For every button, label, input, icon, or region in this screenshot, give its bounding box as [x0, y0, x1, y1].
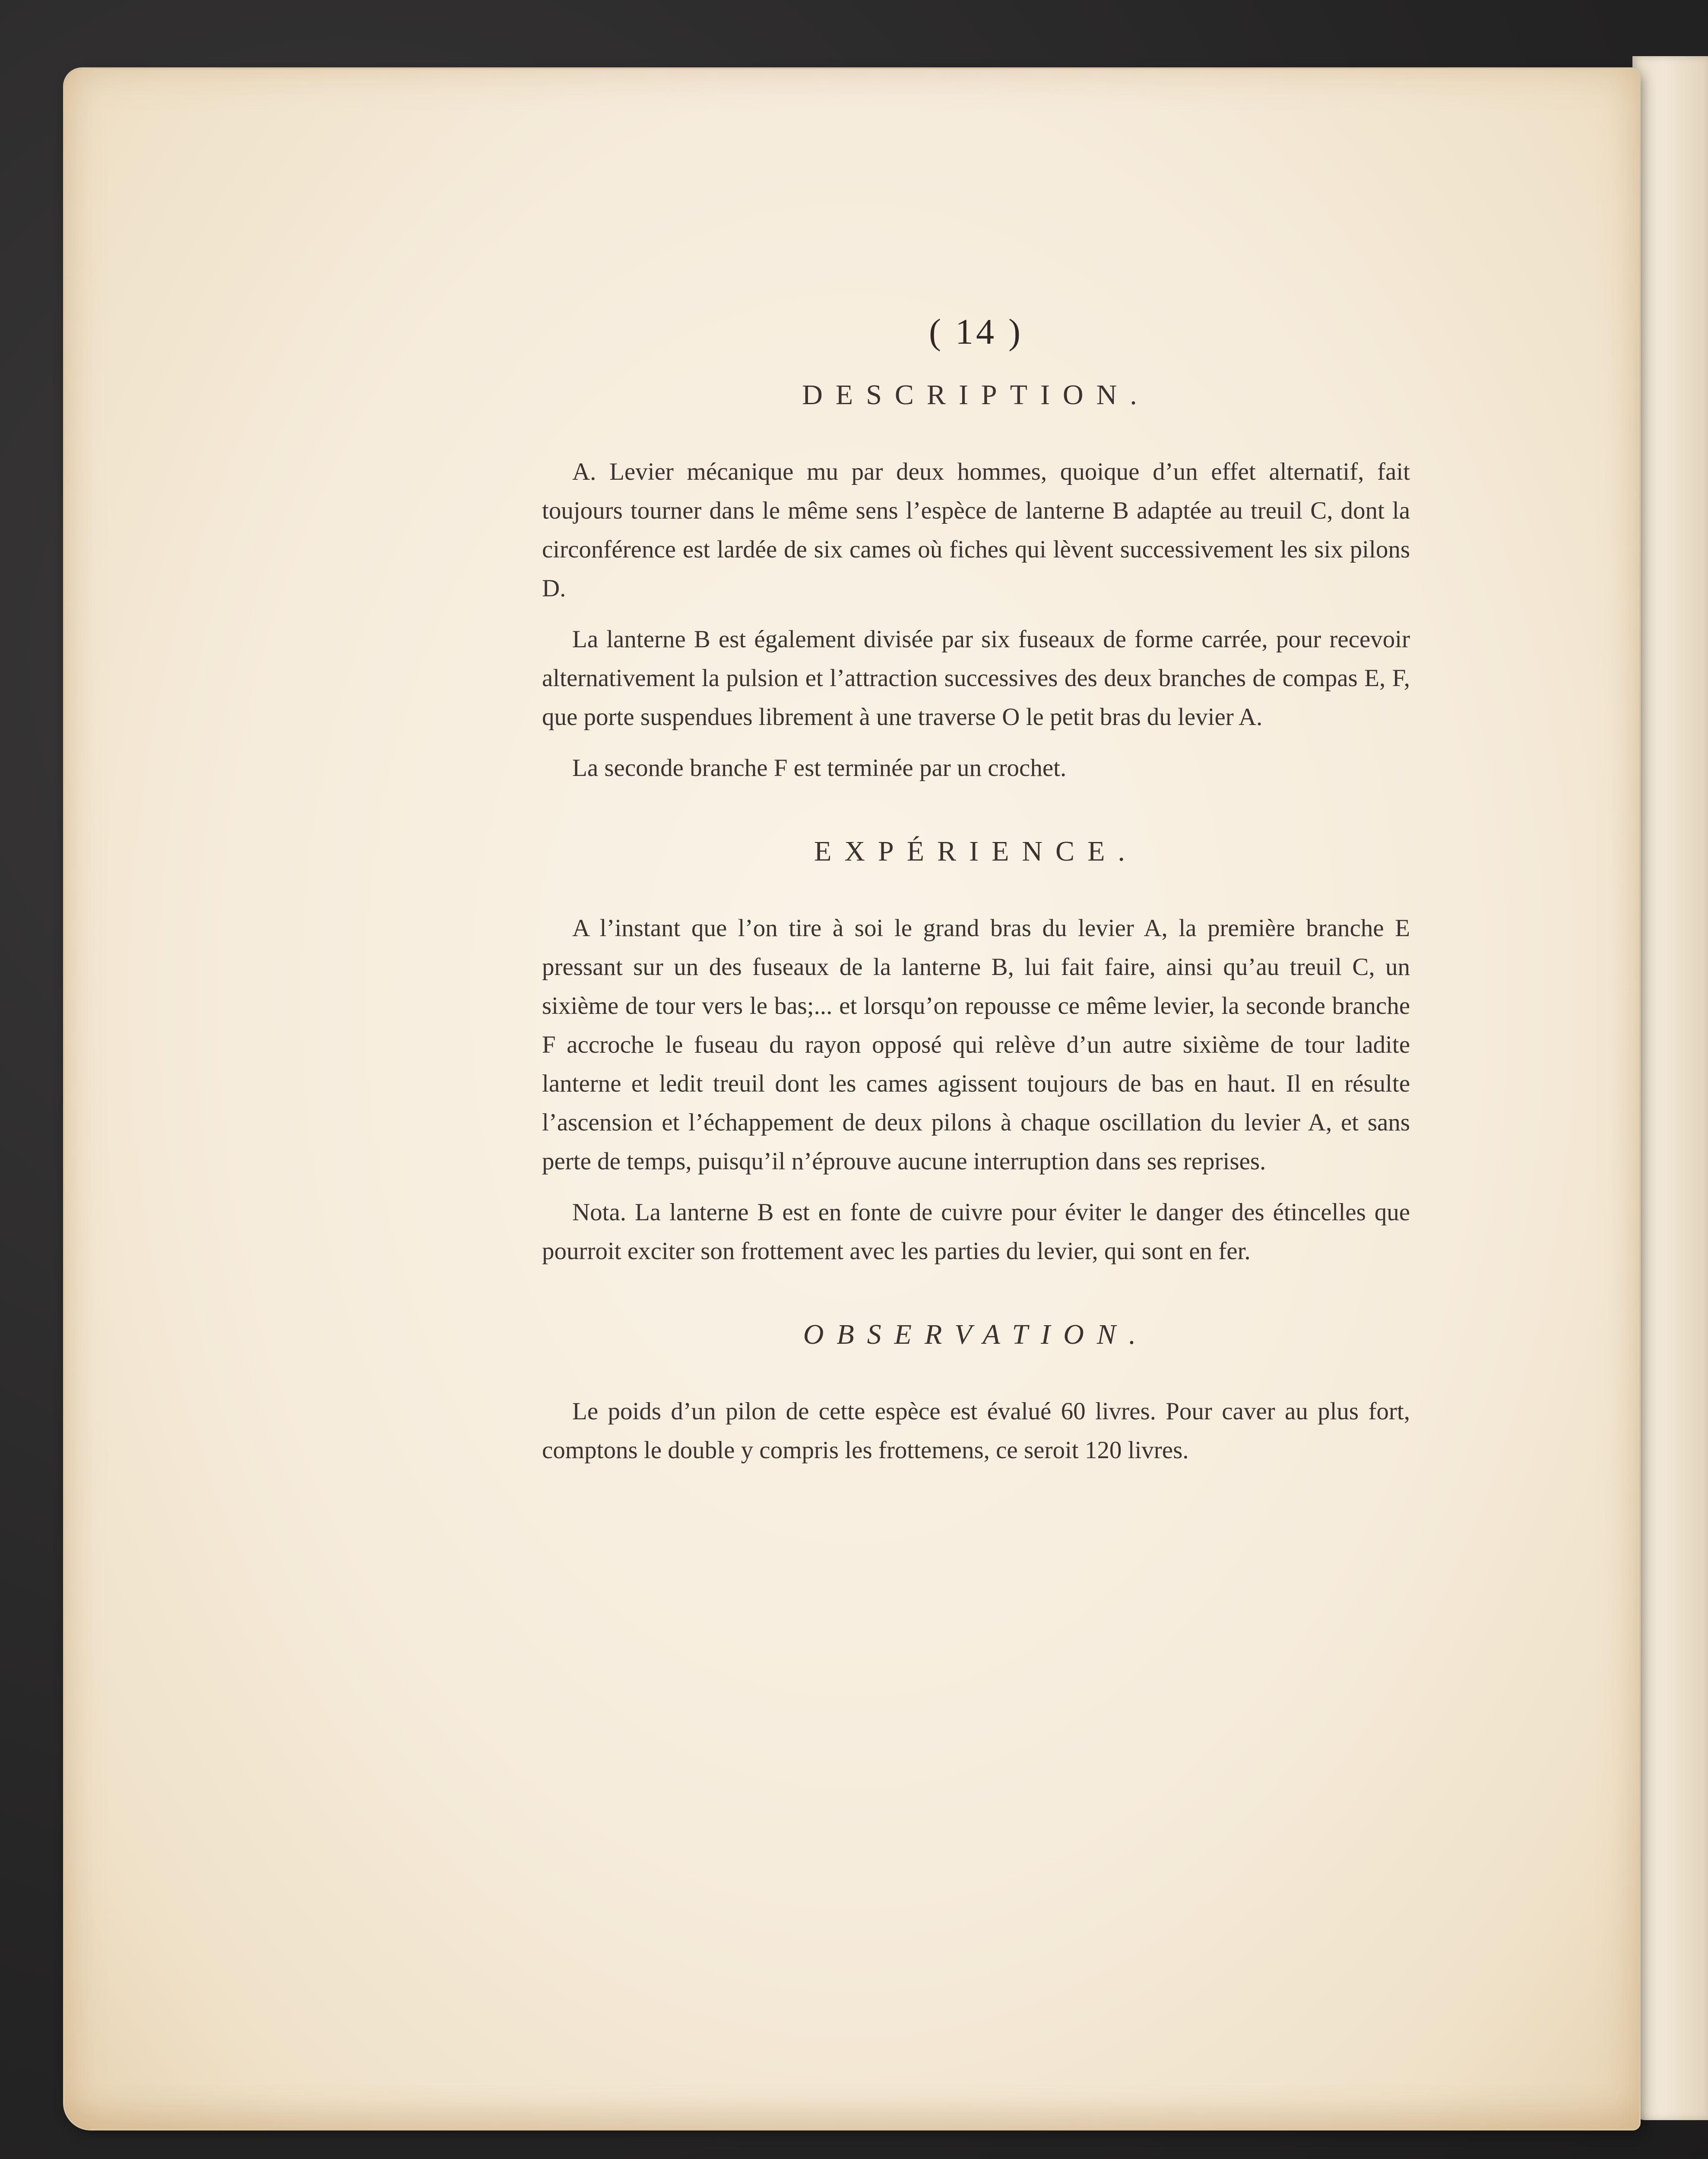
nota-paragraph: Nota. La lanterne B est en fonte de cuivre pour éviter le danger des étincelles que pourroit exciter son frottement avec les parties du levier, qui sont en fer.: [542, 1199, 1410, 1265]
description-paragraph: La seconde branche F est terminée par un crochet.: [572, 754, 1067, 782]
next-page-edge: [1632, 56, 1708, 2120]
description-paragraph: A. Levier mécanique mu par deux hommes, quoique d’un effet alternatif, fait toujours tourner dans le même sens l’espèce de lanterne B adaptée au treuil C, dont la circonférence est lardée de six cames où fiches qui lèvent successivement les six pilons D.: [542, 458, 1410, 602]
observation-paragraph: Le poids d’un pilon de cette espèce est évalué 60 livres. Pour caver au plus fort, comptons le double y compris les frottemens, ce seroit 120 livres.: [542, 1398, 1410, 1464]
observation-heading: OBSERVATION.: [803, 1319, 1149, 1350]
page-text-block: [542, 311, 1410, 1482]
description-paragraph: La lanterne B est également divisée par six fuseaux de forme carrée, pour recevoir alternativement la pulsion et l’attraction successives des deux branches de compas E, F, que porte suspendues librement à une traverse O le petit bras du levier A.: [542, 626, 1410, 731]
description-heading: DESCRIPTION.: [802, 379, 1150, 411]
page-number: ( 14 ): [929, 312, 1023, 352]
experience-heading: EXPÉRIENCE.: [814, 836, 1138, 867]
experience-paragraph: A l’instant que l’on tire à soi le grand bras du levier A, la première branche E pressant sur un des fuseaux de la lanterne B, lui fait faire, ainsi qu’au treuil C, un sixième de tour vers le bas;... et lorsqu’on repousse ce même levier, la seconde branche F accroche le fuseau du rayon opposé qui relève d’un autre sixième de tour ladite lanterne et ledit treuil dont les cames agissent toujours de bas en haut. Il en résulte l’ascension et l’échappement de deux pilons à chaque oscillation du levier A, et sans perte de temps, puisqu’il n’éprouve aucune interruption dans ses reprises.: [542, 915, 1410, 1175]
